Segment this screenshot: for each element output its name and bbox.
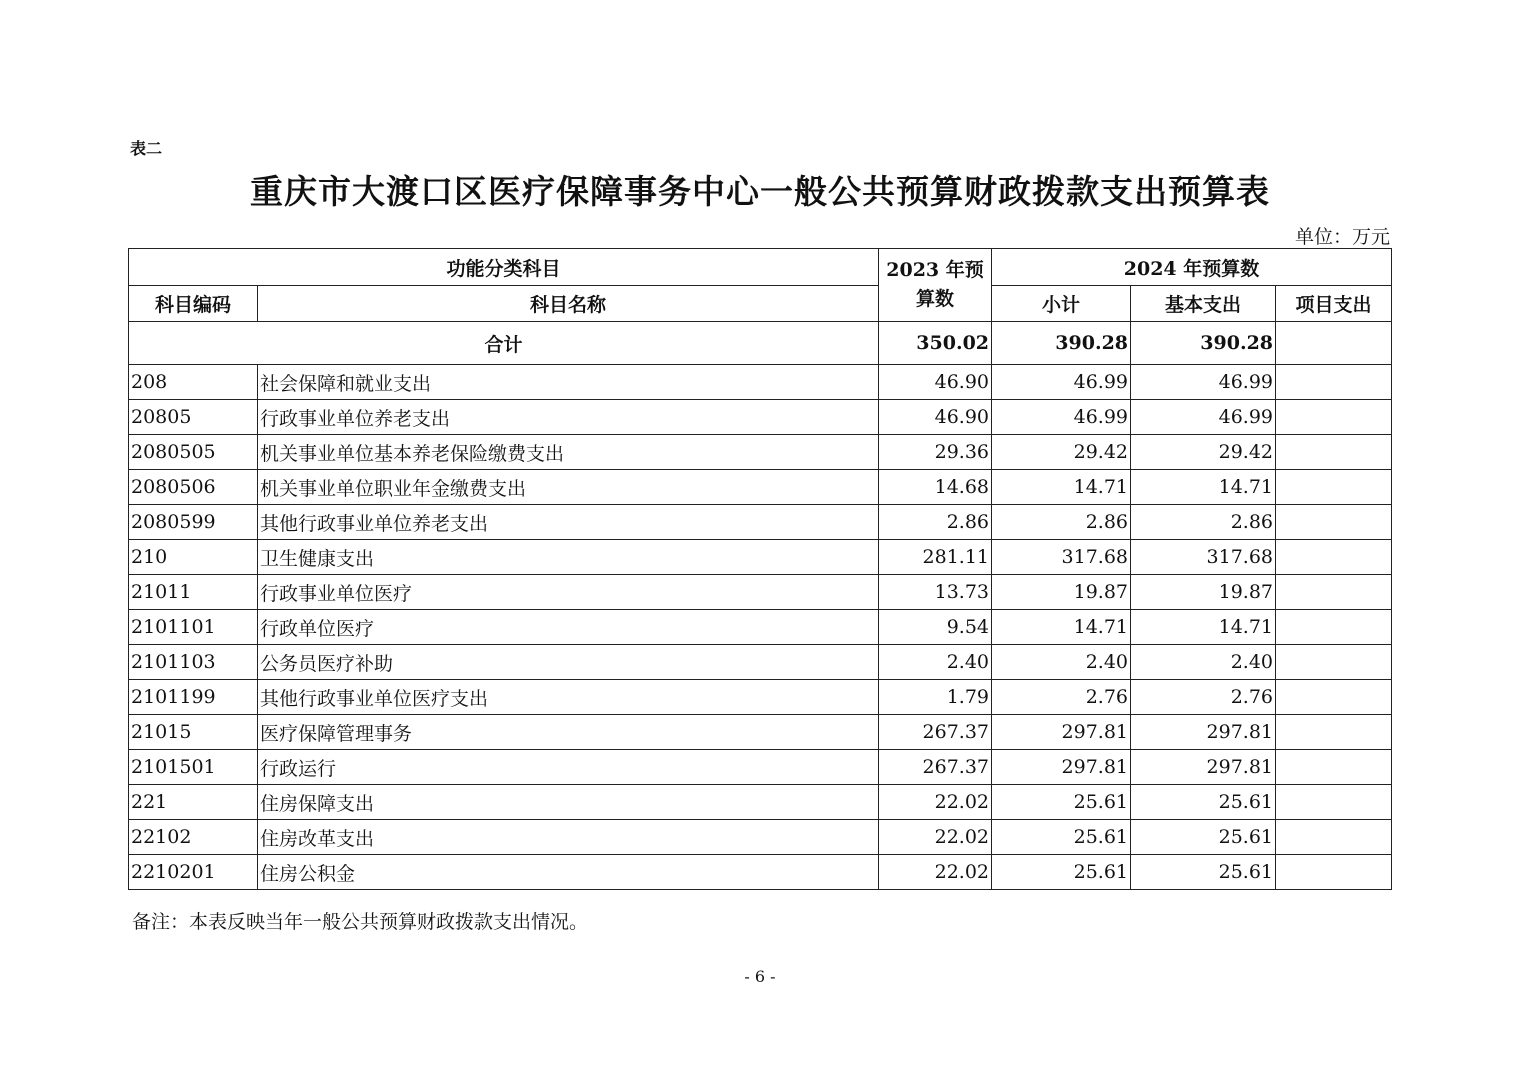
row-budget-2023: 13.73 — [879, 575, 992, 610]
table-label: 表二 — [130, 139, 163, 158]
row-name: 住房公积金 — [258, 855, 879, 890]
row-project — [1276, 855, 1392, 890]
header-code: 科目编码 — [129, 286, 258, 322]
row-code: 2080599 — [129, 505, 258, 540]
row-basic: 297.81 — [1131, 750, 1276, 785]
row-basic: 29.42 — [1131, 435, 1276, 470]
row-name: 行政事业单位医疗 — [258, 575, 879, 610]
table-row — [129, 575, 1392, 610]
row-subtotal: 25.61 — [992, 855, 1131, 890]
row-name: 卫生健康支出 — [258, 540, 879, 575]
row-subtotal: 2.76 — [992, 680, 1131, 715]
table-row — [129, 470, 1392, 505]
row-name: 行政单位医疗 — [258, 610, 879, 645]
row-basic: 46.99 — [1131, 400, 1276, 435]
row-project — [1276, 750, 1392, 785]
row-project — [1276, 505, 1392, 540]
row-budget-2023: 46.90 — [879, 400, 992, 435]
row-name: 行政运行 — [258, 750, 879, 785]
row-project — [1276, 435, 1392, 470]
row-budget-2023: 29.36 — [879, 435, 992, 470]
row-subtotal: 2.40 — [992, 645, 1131, 680]
row-code: 2101101 — [129, 610, 258, 645]
row-basic: 25.61 — [1131, 820, 1276, 855]
row-name: 行政事业单位养老支出 — [258, 400, 879, 435]
table-row — [129, 750, 1392, 785]
row-project — [1276, 820, 1392, 855]
row-code: 2080505 — [129, 435, 258, 470]
row-code: 208 — [129, 365, 258, 400]
table-row — [129, 365, 1392, 400]
row-code: 21015 — [129, 715, 258, 750]
row-basic: 317.68 — [1131, 540, 1276, 575]
row-code: 210 — [129, 540, 258, 575]
table-row — [129, 435, 1392, 470]
row-name: 其他行政事业单位养老支出 — [258, 505, 879, 540]
row-code: 2101501 — [129, 750, 258, 785]
row-project — [1276, 540, 1392, 575]
row-project — [1276, 400, 1392, 435]
row-name: 机关事业单位基本养老保险缴费支出 — [258, 435, 879, 470]
row-basic: 14.71 — [1131, 470, 1276, 505]
total-project — [1276, 322, 1392, 365]
row-basic: 14.71 — [1131, 610, 1276, 645]
row-subtotal: 317.68 — [992, 540, 1131, 575]
header-budget-2023: 2023 年预算数 — [879, 249, 992, 322]
row-subtotal: 297.81 — [992, 750, 1131, 785]
header-subtotal: 小计 — [992, 286, 1131, 322]
row-subtotal: 46.99 — [992, 365, 1131, 400]
row-subtotal: 297.81 — [992, 715, 1131, 750]
row-budget-2023: 267.37 — [879, 750, 992, 785]
row-name: 机关事业单位职业年金缴费支出 — [258, 470, 879, 505]
footnote: 备注：本表反映当年一般公共预算财政拨款支出情况。 — [132, 911, 589, 933]
row-basic: 2.76 — [1131, 680, 1276, 715]
row-basic: 297.81 — [1131, 715, 1276, 750]
row-basic: 2.86 — [1131, 505, 1276, 540]
row-basic: 25.61 — [1131, 855, 1276, 890]
row-subtotal: 25.61 — [992, 785, 1131, 820]
row-subtotal: 25.61 — [992, 820, 1131, 855]
total-2023: 350.02 — [879, 322, 992, 365]
row-code: 2101103 — [129, 645, 258, 680]
row-name: 其他行政事业单位医疗支出 — [258, 680, 879, 715]
row-basic: 2.40 — [1131, 645, 1276, 680]
row-code: 21011 — [129, 575, 258, 610]
table-row — [129, 715, 1392, 750]
row-code: 221 — [129, 785, 258, 820]
row-code: 22102 — [129, 820, 258, 855]
row-name: 住房保障支出 — [258, 785, 879, 820]
budget-table — [128, 248, 1392, 890]
row-code: 20805 — [129, 400, 258, 435]
row-project — [1276, 470, 1392, 505]
row-project — [1276, 785, 1392, 820]
row-budget-2023: 2.86 — [879, 505, 992, 540]
row-code: 2080506 — [129, 470, 258, 505]
row-basic: 46.99 — [1131, 365, 1276, 400]
header-budget-2024: 2024 年预算数 — [992, 249, 1392, 286]
header-project: 项目支出 — [1276, 286, 1392, 322]
row-project — [1276, 365, 1392, 400]
row-name: 公务员医疗补助 — [258, 645, 879, 680]
table-row — [129, 680, 1392, 715]
header-name: 科目名称 — [258, 286, 879, 322]
table-row — [129, 785, 1392, 820]
row-subtotal: 2.86 — [992, 505, 1131, 540]
row-subtotal: 14.71 — [992, 470, 1131, 505]
row-budget-2023: 46.90 — [879, 365, 992, 400]
table-row — [129, 820, 1392, 855]
row-project — [1276, 610, 1392, 645]
row-budget-2023: 281.11 — [879, 540, 992, 575]
row-basic: 19.87 — [1131, 575, 1276, 610]
table-row — [129, 400, 1392, 435]
table-row — [129, 540, 1392, 575]
page-number: - 6 - — [744, 967, 776, 986]
row-name: 住房改革支出 — [258, 820, 879, 855]
total-row — [129, 322, 1392, 365]
row-name: 社会保障和就业支出 — [258, 365, 879, 400]
row-subtotal: 19.87 — [992, 575, 1131, 610]
header-functional-category: 功能分类科目 — [129, 249, 879, 286]
unit-label: 单位：万元 — [1294, 226, 1390, 248]
row-budget-2023: 1.79 — [879, 680, 992, 715]
row-name: 医疗保障管理事务 — [258, 715, 879, 750]
row-subtotal: 14.71 — [992, 610, 1131, 645]
row-subtotal: 46.99 — [992, 400, 1131, 435]
row-budget-2023: 14.68 — [879, 470, 992, 505]
row-budget-2023: 267.37 — [879, 715, 992, 750]
row-code: 2210201 — [129, 855, 258, 890]
page-title: 重庆市大渡口区医疗保障事务中心一般公共预算财政拨款支出预算表 — [250, 172, 1270, 211]
row-budget-2023: 9.54 — [879, 610, 992, 645]
row-subtotal: 29.42 — [992, 435, 1131, 470]
row-budget-2023: 22.02 — [879, 820, 992, 855]
row-budget-2023: 2.40 — [879, 645, 992, 680]
total-label: 合计 — [129, 322, 879, 365]
table-row — [129, 645, 1392, 680]
total-subtotal: 390.28 — [992, 322, 1131, 365]
row-project — [1276, 575, 1392, 610]
total-basic: 390.28 — [1131, 322, 1276, 365]
row-code: 2101199 — [129, 680, 258, 715]
row-project — [1276, 680, 1392, 715]
header-basic: 基本支出 — [1131, 286, 1276, 322]
row-basic: 25.61 — [1131, 785, 1276, 820]
table-row — [129, 505, 1392, 540]
table-row — [129, 855, 1392, 890]
table-row — [129, 610, 1392, 645]
row-project — [1276, 645, 1392, 680]
row-budget-2023: 22.02 — [879, 785, 992, 820]
row-project — [1276, 715, 1392, 750]
row-budget-2023: 22.02 — [879, 855, 992, 890]
